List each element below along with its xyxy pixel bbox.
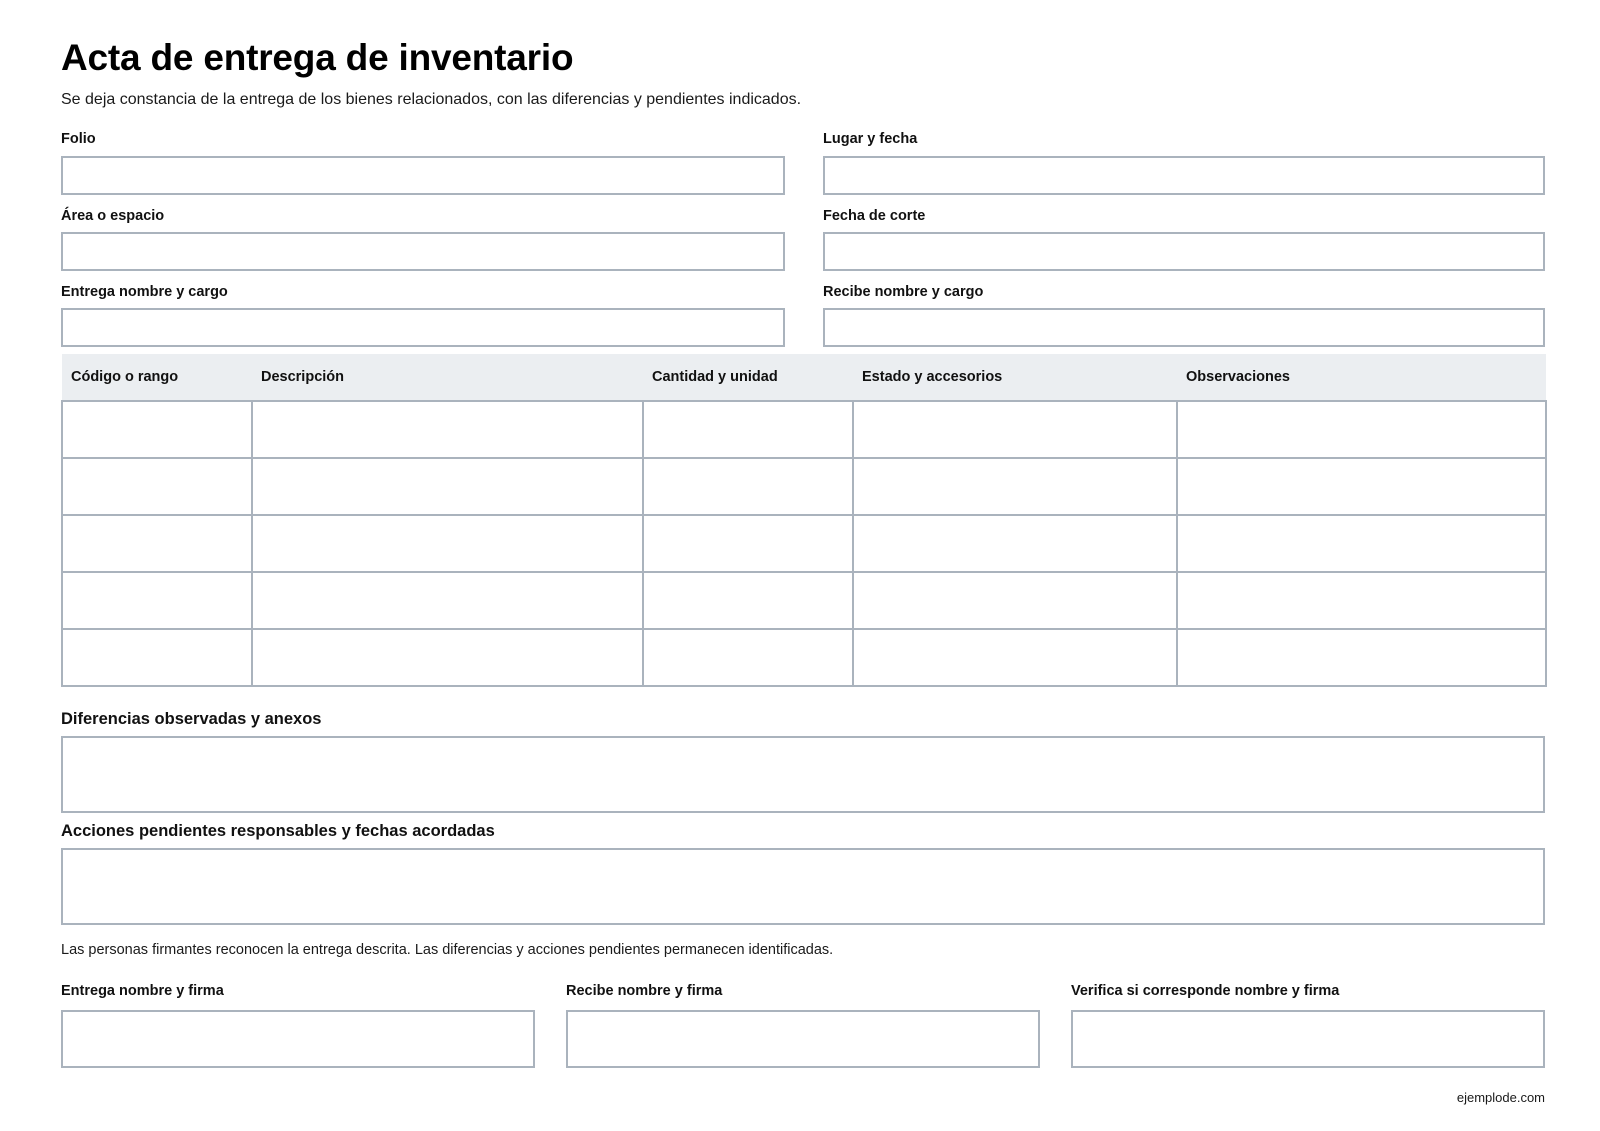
lugar-fecha-label: Lugar y fecha (823, 131, 918, 147)
fecha-corte-field[interactable] (823, 232, 1545, 271)
col-header-cantidad: Cantidad y unidad (643, 354, 853, 401)
entrega-label: Entrega nombre y cargo (61, 284, 228, 300)
entrega-field[interactable] (61, 308, 785, 347)
firma-verifica-label: Verifica si corresponde nombre y firma (1071, 983, 1340, 999)
firma-entrega-field[interactable] (61, 1010, 535, 1068)
table-row (62, 401, 1546, 458)
table-cell[interactable] (853, 572, 1177, 629)
table-cell[interactable] (853, 458, 1177, 515)
col-header-estado: Estado y accesorios (853, 354, 1177, 401)
area-label: Área o espacio (61, 208, 165, 224)
firma-entrega-label: Entrega nombre y firma (61, 983, 224, 999)
recibe-label: Recibe nombre y cargo (823, 284, 984, 300)
table-cell[interactable] (1177, 401, 1546, 458)
table-cell[interactable] (643, 515, 853, 572)
page-title: Acta de entrega de inventario (61, 37, 574, 78)
acknowledgement-note: Las personas firmantes reconocen la entrega descrita. Las diferencias y acciones pendientes permanecen identificadas. (61, 942, 834, 958)
inventory-table (61, 354, 1547, 687)
table-cell[interactable] (62, 515, 252, 572)
table-cell[interactable] (1177, 572, 1546, 629)
table-cell[interactable] (853, 515, 1177, 572)
table-cell[interactable] (643, 401, 853, 458)
table-cell[interactable] (853, 401, 1177, 458)
table-cell[interactable] (1177, 629, 1546, 686)
table-row (62, 572, 1546, 629)
col-header-observaciones: Observaciones (1177, 354, 1546, 401)
table-cell[interactable] (643, 629, 853, 686)
col-header-descripcion: Descripción (252, 354, 643, 401)
folio-field[interactable] (61, 156, 785, 195)
table-cell[interactable] (252, 572, 643, 629)
table-cell[interactable] (1177, 515, 1546, 572)
col-header-codigo: Código o rango (62, 354, 252, 401)
area-field[interactable] (61, 232, 785, 271)
table-row (62, 515, 1546, 572)
acciones-field[interactable] (61, 848, 1545, 925)
page-subtitle: Se deja constancia de la entrega de los bienes relacionados, con las diferencias y pendientes indicados. (61, 91, 802, 108)
diferencias-label: Diferencias observadas y anexos (61, 710, 322, 728)
diferencias-field[interactable] (61, 736, 1545, 813)
table-cell[interactable] (643, 572, 853, 629)
table-cell[interactable] (643, 458, 853, 515)
acciones-label: Acciones pendientes responsables y fechas acordadas (61, 822, 495, 840)
table-cell[interactable] (252, 629, 643, 686)
lugar-fecha-field[interactable] (823, 156, 1545, 195)
table-cell[interactable] (62, 401, 252, 458)
fecha-corte-label: Fecha de corte (823, 208, 926, 224)
firma-recibe-field[interactable] (566, 1010, 1040, 1068)
table-row (62, 629, 1546, 686)
folio-label: Folio (61, 131, 96, 147)
table-header-row (62, 354, 1546, 401)
table-cell[interactable] (252, 401, 643, 458)
firma-verifica-field[interactable] (1071, 1010, 1545, 1068)
table-cell[interactable] (853, 629, 1177, 686)
footer-source: ejemplode.com (1456, 1090, 1545, 1105)
table-cell[interactable] (62, 458, 252, 515)
table-cell[interactable] (62, 629, 252, 686)
recibe-field[interactable] (823, 308, 1545, 347)
firma-recibe-label: Recibe nombre y firma (566, 983, 723, 999)
table-cell[interactable] (252, 515, 643, 572)
table-cell[interactable] (252, 458, 643, 515)
table-cell[interactable] (1177, 458, 1546, 515)
table-cell[interactable] (62, 572, 252, 629)
table-row (62, 458, 1546, 515)
